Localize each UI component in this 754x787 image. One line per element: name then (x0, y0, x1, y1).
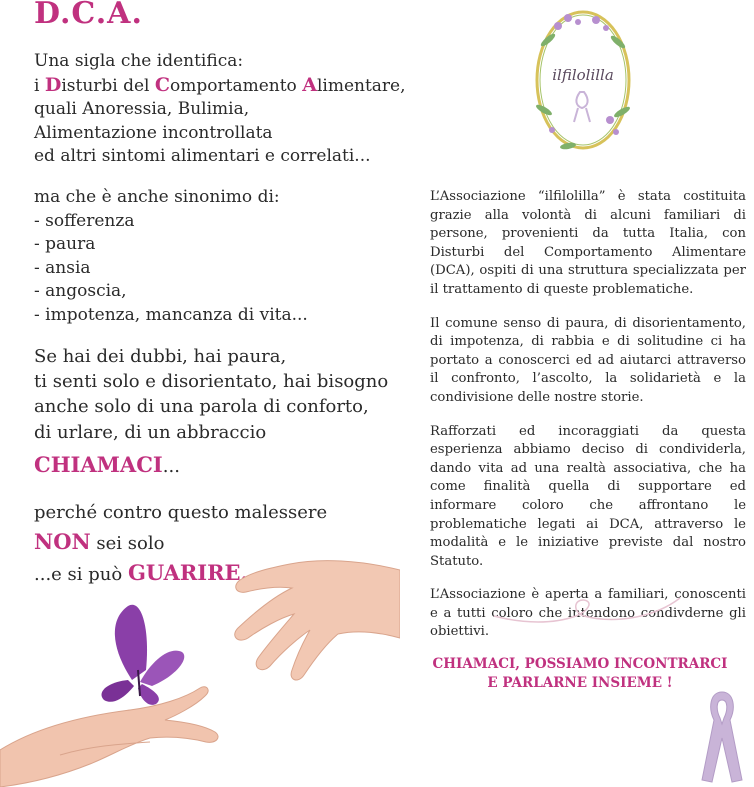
logo-ribbon-icon (574, 92, 590, 122)
meaning-line: - ansia (34, 257, 91, 278)
acronym-line (34, 74, 406, 99)
acronym-text: i (34, 75, 45, 96)
cta-line: E PARLARNE INSIEME ! (487, 675, 673, 691)
acronym-letter-a: A (302, 73, 317, 96)
lower-hand (0, 687, 218, 787)
association-description (430, 188, 746, 657)
meaning-line: ma che è anche sinonimo di: (34, 187, 280, 207)
intro-line: Alimentazione incontrollata (34, 122, 273, 143)
swirl-ornament (484, 594, 684, 634)
meaning-line: - angoscia, (34, 281, 127, 302)
meaning-line: - impotenza, mancanza di vita... (34, 304, 308, 325)
doubt-line: di urlare, di un abbraccio (34, 421, 267, 443)
paragraph: Rafforzati ed incoraggiati da questa esperienza abbiamo deciso di condividerla, dando vita ad una realtà associativa, che ha come finalità quella di supportare ed informare coloro che affrontano le problematiche legati ai DCA, attraverso le modalità e le iniziative previste dal nostro Statuto. (430, 423, 746, 569)
intro-line: quali Anoressia, Bulimia, (34, 99, 250, 120)
intro-line: Una sigla che identifica: (34, 51, 244, 71)
acronym-text: isturbi del (61, 75, 155, 96)
paragraph: L’Associazione è aperta a familiari, conoscenti e a tutti coloro che intendono condivderne gli obiettivi. (430, 587, 746, 640)
doubt-line: ti senti solo e disorientato, hai bisogno (34, 371, 389, 393)
chiamaci-word: CHIAMACI (34, 452, 163, 477)
meaning-line: - sofferenza (34, 210, 135, 231)
association-logo (518, 0, 648, 160)
acronym-text: omportamento (170, 75, 303, 96)
intro-line: ed altri sintomi alimentari e correlati... (34, 146, 371, 167)
because-line: perché contro questo malessere (34, 502, 328, 523)
hands-illustration (0, 520, 400, 787)
meaning-line: - paura (34, 234, 96, 255)
ribbon-icon (700, 688, 744, 784)
non-suffix: sei solo (90, 533, 165, 554)
cta-line: CHIAMACI, POSSIAMO INCONTRARCI (432, 656, 728, 672)
doubts-block (34, 344, 388, 445)
upper-hand (235, 561, 400, 680)
page-title: D.C.A. (34, 0, 143, 31)
acronym-letter-d: D (44, 73, 62, 96)
paragraph: Il comune senso di paura, di disorientamento, di impotenza, di rabbia e di solitudine ci ha portato a conoscerci ed ad aiutarci attraverso il confronto, l’ascolto, la solidarietà e la condivisione delle nostre storie. (430, 315, 746, 405)
guarire-word: GUARIRE. (127, 560, 248, 585)
logo-text: ilfilolilla (552, 66, 614, 84)
doubt-line: Se hai dei dubbi, hai paura, (34, 346, 287, 367)
acronym-text: limentare, (316, 75, 406, 96)
doubt-line: anche solo di una parola di conforto, (34, 396, 369, 418)
intro-block (34, 50, 406, 169)
butterfly-icon (101, 605, 184, 705)
guarire-prefix: ...e si può (34, 564, 128, 585)
chiamaci-callout (34, 452, 180, 477)
chiamaci-ellipsis: ... (162, 456, 180, 477)
meaning-list (34, 186, 308, 328)
right-panel (390, 0, 754, 787)
acronym-letter-c: C (154, 73, 171, 96)
paragraph: L’Associazione “ilfilolilla” è stata costituita grazie alla volontà di alcuni familiari di persone, provenienti da tutta Italia, con Disturbi del Comportamento Alimentare (DCA), ospiti di una struttura specializzata per il trattamento di queste problematiche. (430, 189, 746, 297)
call-to-action (430, 655, 730, 693)
non-word: NON (34, 529, 91, 554)
